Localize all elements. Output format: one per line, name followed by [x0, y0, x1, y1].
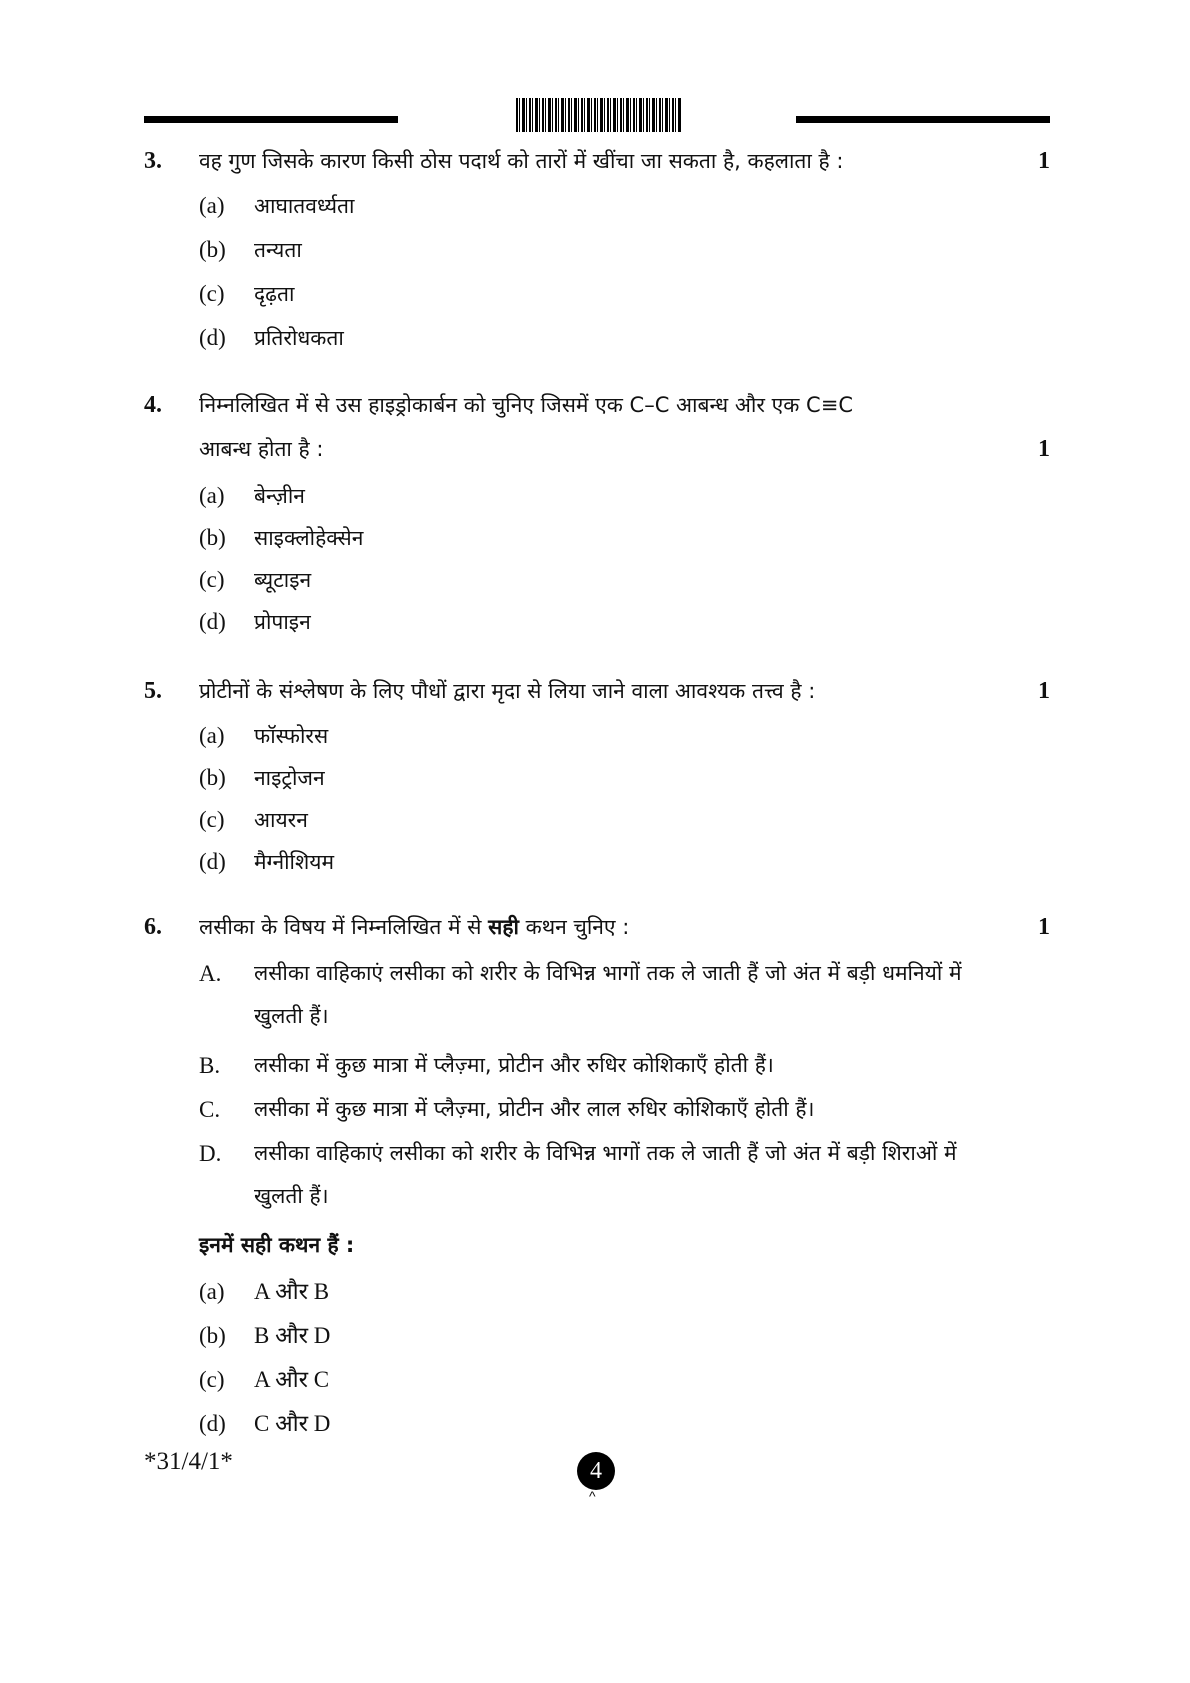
- option-b[interactable]: (b) B और D: [199, 1323, 331, 1348]
- option-d[interactable]: (d) प्रोपाइन: [199, 609, 311, 634]
- barcode-icon: [516, 98, 681, 132]
- option-c[interactable]: (c) ब्यूटाइन: [199, 567, 312, 592]
- question-text-line1: निम्नलिखित में से उस हाइड्रोकार्बन को चुनिए जिसमें एक C–C आबन्ध और एक C≡C: [199, 393, 853, 417]
- statement-b: B. लसीका में कुछ मात्रा में प्लैज़्मा, प्रोटीन और रुधिर कोशिकाएँ होती हैं।: [199, 1053, 774, 1078]
- option-b[interactable]: (b) तन्यता: [199, 237, 302, 262]
- option-d[interactable]: (d) मैग्नीशियम: [199, 849, 335, 874]
- question-text: वह गुण जिसके कारण किसी ठोस पदार्थ को तारों में खींचा जा सकता है, कहलाता है :: [199, 149, 844, 173]
- option-d[interactable]: (d) C और D: [199, 1411, 331, 1436]
- paper-code: *31/4/1*: [144, 1448, 233, 1475]
- statement-d: D. लसीका वाहिकाएं लसीका को शरीर के विभिन्न भागों तक ले जाती हैं जो अंत में बड़ी शिराओं में खुलती हैं।: [199, 1141, 957, 1208]
- question-marks: 1: [1038, 678, 1050, 704]
- question-marks: 1: [1038, 436, 1050, 462]
- option-a[interactable]: (a) आघातवर्ध्यता: [199, 193, 355, 218]
- header-rule-right: [796, 116, 1050, 123]
- header-rule-left: [144, 116, 398, 123]
- question-number: 5.: [144, 678, 162, 704]
- option-c[interactable]: (c) A और C: [199, 1367, 330, 1392]
- question-text: प्रोटीनों के संश्लेषण के लिए पौधों द्वारा मृदा से लिया जाने वाला आवश्यक तत्त्व है :: [199, 679, 816, 703]
- option-b[interactable]: (b) नाइट्रोजन: [199, 765, 325, 790]
- option-c[interactable]: (c) दृढ़ता: [199, 281, 295, 306]
- option-a[interactable]: (a) A और B: [199, 1279, 330, 1304]
- option-c[interactable]: (c) आयरन: [199, 807, 308, 832]
- question-marks: 1: [1038, 148, 1050, 174]
- emphasis-correct: सही: [488, 915, 519, 939]
- option-a[interactable]: (a) फॉस्फोरस: [199, 723, 329, 748]
- statement-c: C. लसीका में कुछ मात्रा में प्लैज़्मा, प्रोटीन और लाल रुधिर कोशिकाएँ होती हैं।: [199, 1097, 815, 1122]
- question-marks: 1: [1038, 914, 1050, 940]
- caret-icon: ^: [589, 1488, 596, 1504]
- option-a[interactable]: (a) बेन्ज़ीन: [199, 483, 305, 508]
- question-text-line2: आबन्ध होता है :: [199, 437, 324, 461]
- page-number-badge: 4: [577, 1452, 615, 1490]
- question-number: 4.: [144, 392, 162, 418]
- question-text: लसीका के विषय में निम्नलिखित में से सही कथन चुनिए :: [199, 915, 630, 939]
- option-d[interactable]: (d) प्रतिरोधकता: [199, 325, 344, 350]
- question-number: 6.: [144, 914, 162, 940]
- statement-a: A. लसीका वाहिकाएं लसीका को शरीर के विभिन्न भागों तक ले जाती हैं जो अंत में बड़ी धमनियों में खुलती हैं।: [199, 961, 962, 1028]
- question-number: 3.: [144, 148, 162, 174]
- option-b[interactable]: (b) साइक्लोहेक्सेन: [199, 525, 364, 550]
- correct-statements-prompt: इनमें सही कथन हैं :: [199, 1233, 355, 1257]
